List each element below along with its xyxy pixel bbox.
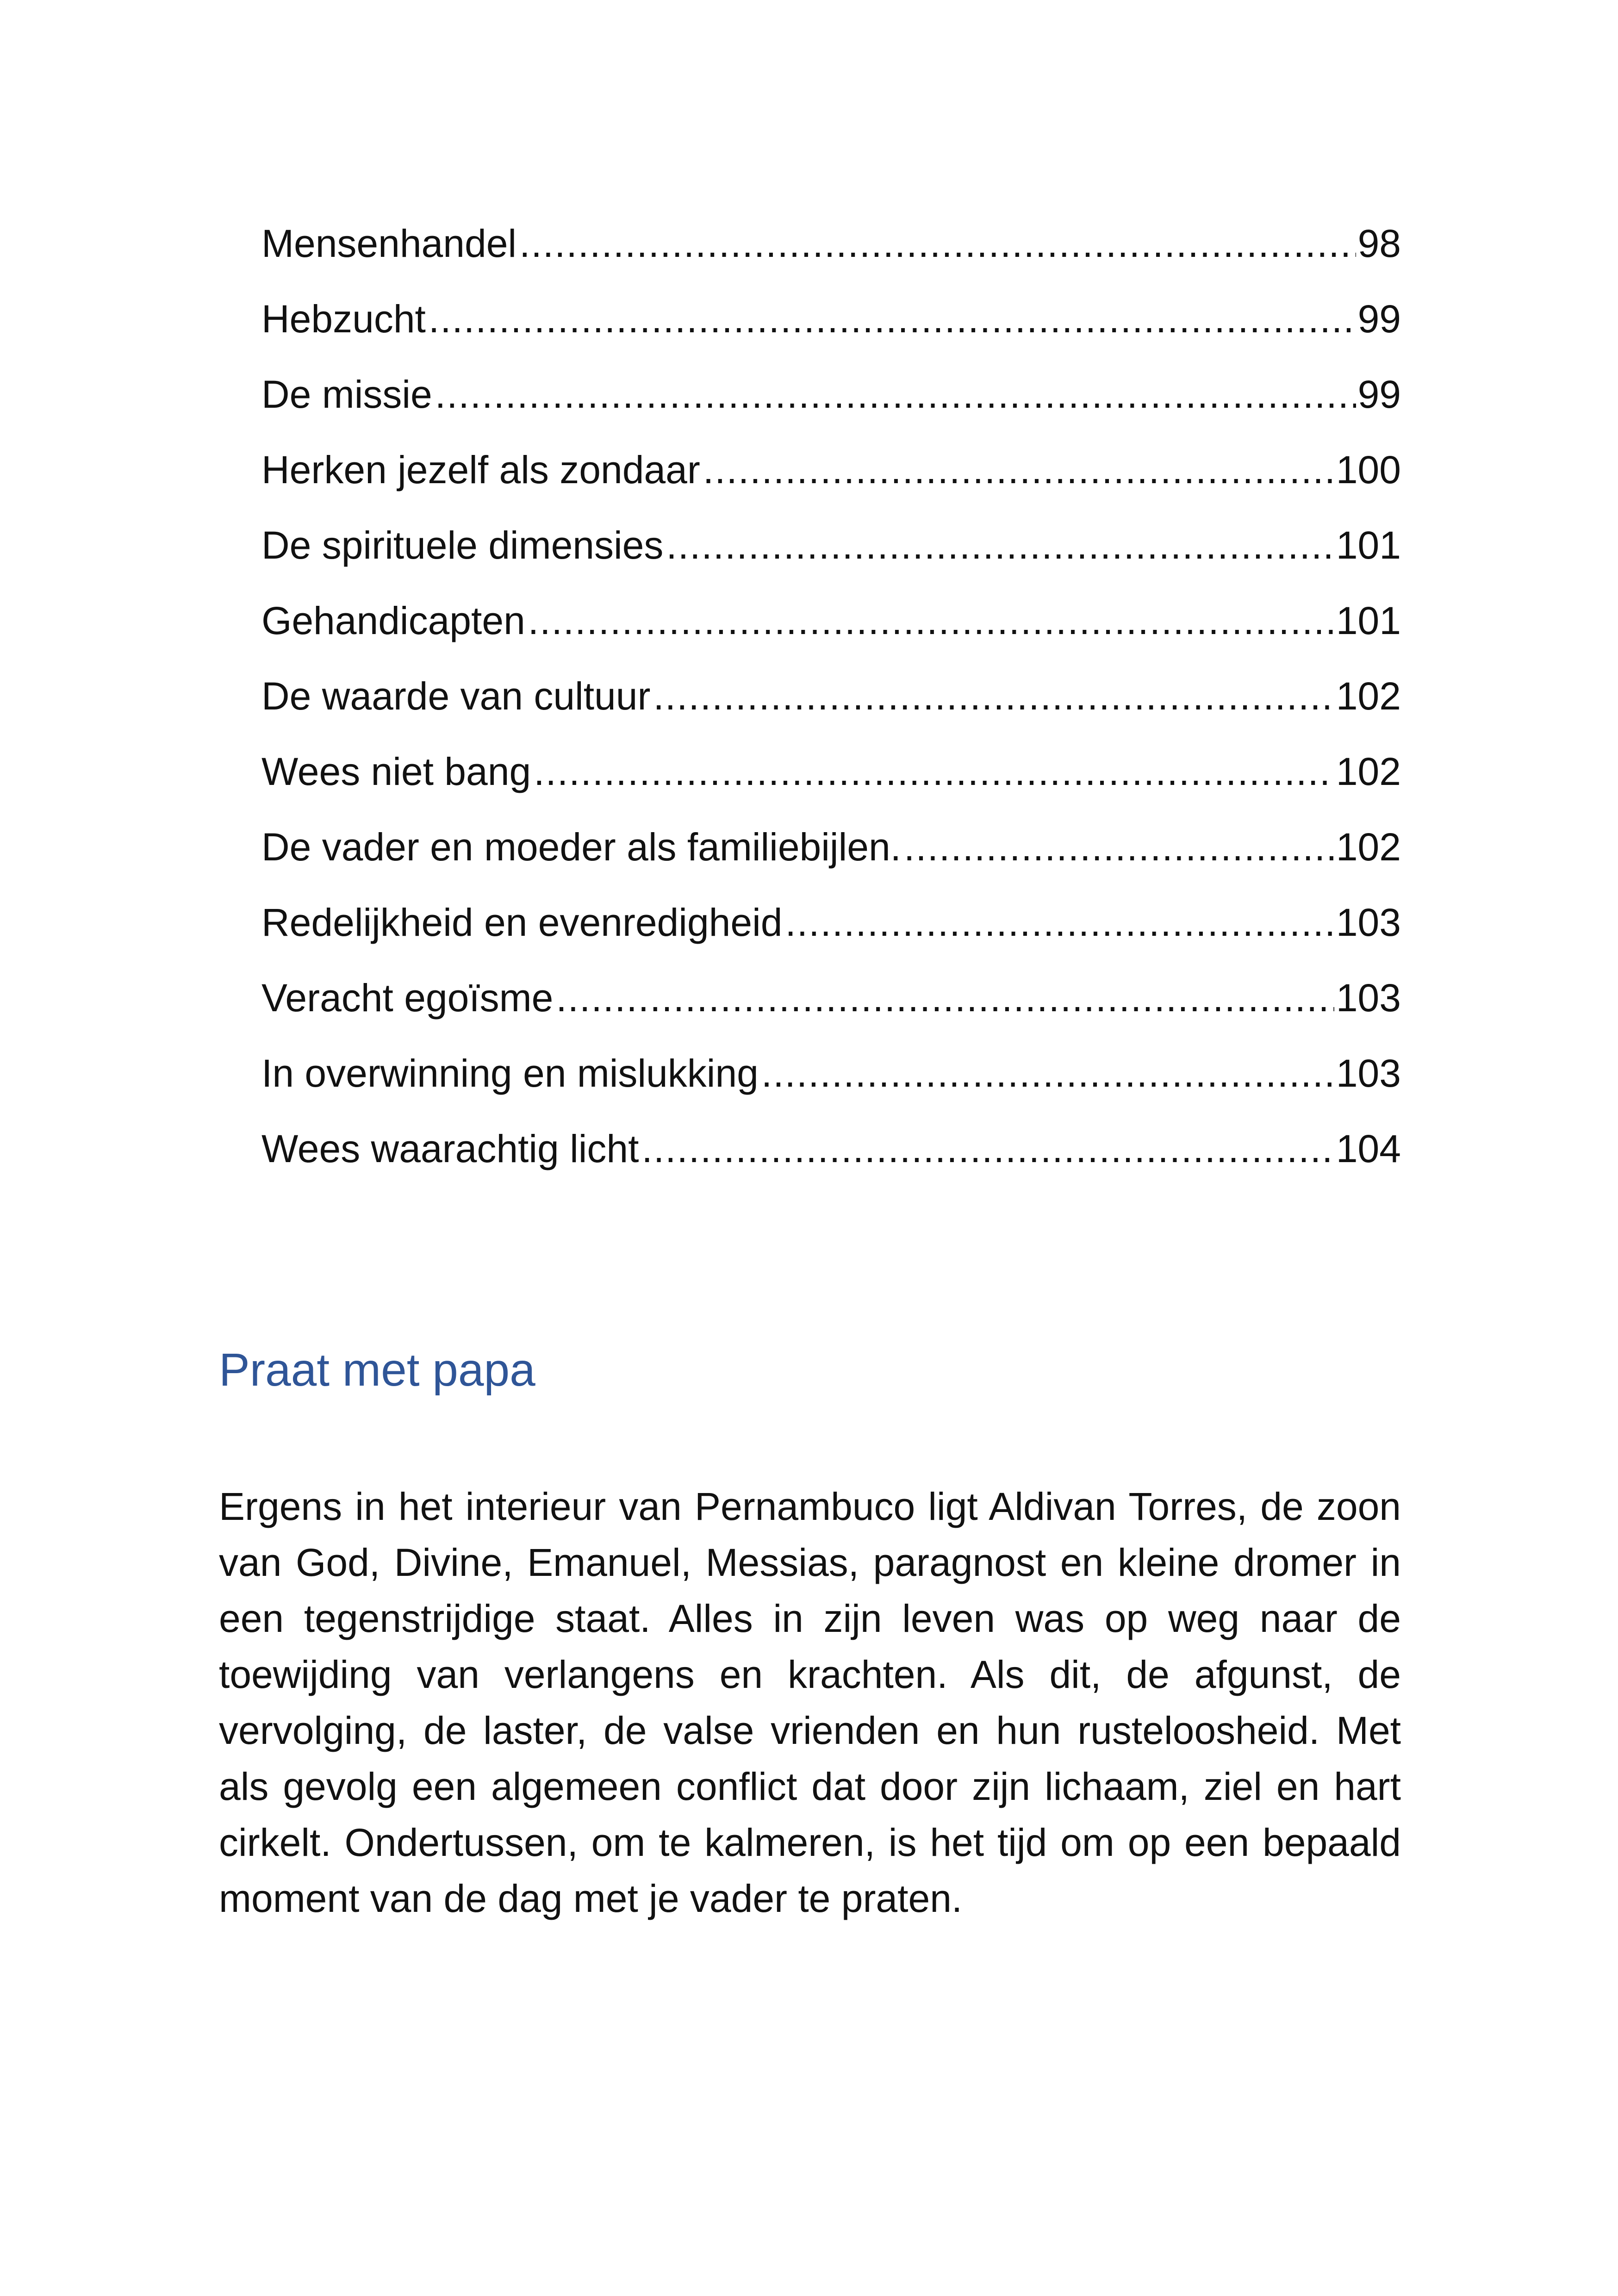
toc-entry-title: Mensenhandel xyxy=(261,222,517,265)
toc-entry-title: Gehandicapten xyxy=(261,599,525,642)
toc-entry[interactable] xyxy=(261,809,1401,885)
toc-entry-page: 101 xyxy=(1336,599,1401,642)
toc-entry[interactable] xyxy=(261,960,1401,1036)
toc-entry-title: De waarde van cultuur xyxy=(261,674,651,718)
toc-entry[interactable] xyxy=(261,206,1401,281)
toc-entry-title: De spirituele dimensies xyxy=(261,523,664,567)
toc-entry-title: In overwinning en mislukking xyxy=(261,1052,759,1095)
toc-dot-leader xyxy=(556,960,1334,1036)
body-paragraph: Ergens in het interieur van Pernambuco ligt Aldivan Torres, de zoon van God, Divine, Emanuel, Messias, paragnost en kleine dromer in een tegenstrijdige staat. Alles in zijn leven was op weg naar de toewijding van verlangens en krachten. Als dit, de afgunst, de vervolging, de laster, de valse vrienden en hun rusteloosheid. Met als gevolg een algemeen conflict dat door zijn lichaam, ziel en hart cirkelt. Ondertussen, om te kalmeren, is het tijd om op een bepaald moment van de dag met je vader te praten. xyxy=(219,1485,1401,1920)
toc-dot-leader xyxy=(519,206,1356,281)
toc-dot-leader xyxy=(641,1111,1334,1187)
toc-dot-leader xyxy=(534,734,1334,809)
toc-dot-leader xyxy=(785,885,1334,960)
toc-entry-title: Herken jezelf als zondaar xyxy=(261,448,700,492)
toc-entry-page: 104 xyxy=(1336,1127,1401,1170)
toc-entry[interactable] xyxy=(261,432,1401,508)
toc-entry-page: 102 xyxy=(1336,825,1401,869)
toc-entry[interactable] xyxy=(261,734,1401,809)
toc-entry-title: Wees niet bang xyxy=(261,750,531,793)
toc-entry[interactable] xyxy=(261,281,1401,357)
toc-entry-page: 101 xyxy=(1336,523,1401,567)
toc-entry-title: De vader en moeder als familiebijlen. xyxy=(261,825,902,869)
toc-entry-title: Hebzucht xyxy=(261,297,426,341)
toc-entry-page: 100 xyxy=(1336,448,1401,492)
toc-dot-leader xyxy=(761,1036,1334,1111)
toc-entry[interactable] xyxy=(261,357,1401,432)
toc-entry-page: 99 xyxy=(1357,297,1401,341)
toc-entry-title: Redelijkheid en evenredigheid xyxy=(261,901,783,944)
section-heading: Praat met papa xyxy=(219,1344,535,1396)
toc-dot-leader xyxy=(904,809,1334,885)
toc-entry[interactable] xyxy=(261,1111,1401,1187)
toc-entry[interactable] xyxy=(261,659,1401,734)
toc-entry-page: 103 xyxy=(1336,901,1401,944)
toc-entry-title: De missie xyxy=(261,373,432,416)
toc-dot-leader xyxy=(653,659,1334,734)
toc-entry-page: 102 xyxy=(1336,674,1401,718)
toc-entry[interactable] xyxy=(261,885,1401,960)
toc-entry[interactable] xyxy=(261,508,1401,583)
toc-entry-page: 102 xyxy=(1336,750,1401,793)
toc-entry[interactable] xyxy=(261,583,1401,659)
toc-dot-leader xyxy=(528,583,1334,659)
toc-dot-leader xyxy=(429,281,1356,357)
toc-entry-page: 99 xyxy=(1357,373,1401,416)
toc-dot-leader xyxy=(435,357,1356,432)
toc-entry[interactable] xyxy=(261,1036,1401,1111)
toc-entry-title: Veracht egoïsme xyxy=(261,976,554,1020)
toc-dot-leader xyxy=(666,508,1334,583)
toc-entry-page: 103 xyxy=(1336,976,1401,1020)
table-of-contents xyxy=(261,206,1401,1187)
toc-dot-leader xyxy=(703,432,1334,508)
toc-entry-page: 103 xyxy=(1336,1052,1401,1095)
toc-entry-title: Wees waarachtig licht xyxy=(261,1127,639,1170)
toc-entry-page: 98 xyxy=(1357,222,1401,265)
